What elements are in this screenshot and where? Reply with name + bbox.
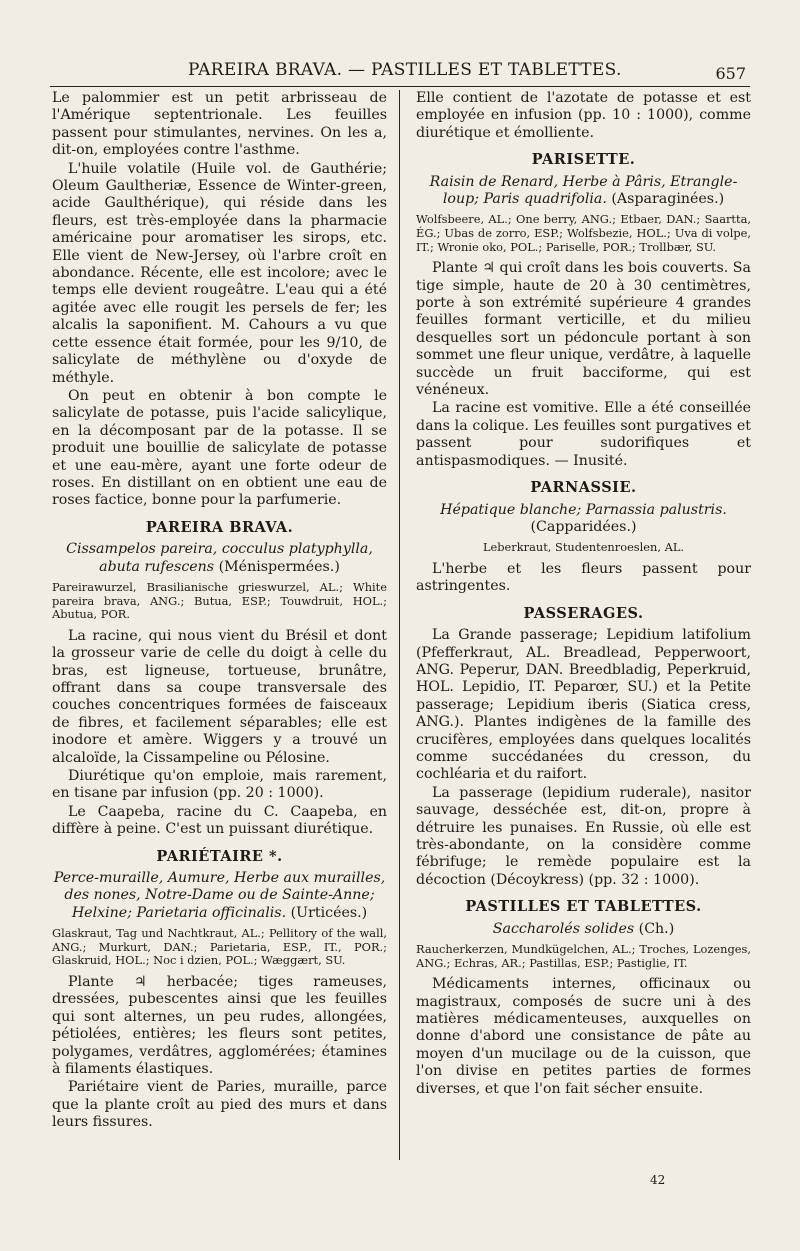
synonyms xyxy=(52,541,387,576)
foreign-names: Glaskraut, Tag und Nachtkraut, AL.; Pellitory of the wall, ANG.; Murkurt, DAN.; Parietaria, ESP., IT., POR.; Glaskruid, HOL.; Noc i dzien, POL.; Wæggært, SU. xyxy=(52,926,387,968)
body-paragraph: Pariétaire vient de Paries, muraille, parce que la plante croît au pied des murs et dans leurs fissures. xyxy=(52,1079,387,1131)
synonym-text: Perce-muraille, Aumure, Herbe aux murailles, des nones, Notre-Dame ou de Sainte-Anne; Helxine; Parietaria officinalis. xyxy=(53,870,386,921)
synonym-text: Saccharolés solides xyxy=(492,920,635,937)
family-label: (Ch.) xyxy=(638,920,675,937)
body-paragraph: Diurétique qu'on emploie, mais rarement, en tisane par infusion (pp. 20 : 1000). xyxy=(52,768,387,802)
synonym-text: Hépatique blanche; Parnassia palustris. xyxy=(440,501,727,518)
intro-paragraph: On peut en obtenir à bon compte le salicylate de potasse, puis l'acide salicylique, en la décomposant par de la potasse. Il se produit une bouillie de salicylate de potasse et une eau-mère, ayant une forte odeur de roses. En distillant on en obtient une eau de roses factice, bonne pour la parfumerie. xyxy=(52,387,387,509)
body-paragraph: Plante ♃ herbacée; tiges rameuses, dressées, pubescentes ainsi que les feuilles qui sont alternes, un peu rudes, allongées, pétiolées, entières; les fleurs sont petites, polygames, verdâtres, agglomérées; étamines à filaments élastiques. xyxy=(52,974,387,1078)
page-number: 657 xyxy=(715,64,746,83)
family-label: (Urticées.) xyxy=(290,904,368,921)
intro-paragraph: Le palommier est un petit arbrisseau de l'Amérique septentrionale. Les feuilles passent pour stimulantes, nervines. On les a, dit-on, employées contre l'asthme. xyxy=(52,90,387,159)
running-header xyxy=(50,58,750,87)
body-paragraph: Plante ♃ qui croît dans les bois couverts. Sa tige simple, haute de 20 à 30 centimètres, porte à son extrémité supérieure 4 grandes feuilles formant verticille, et du milieu desquelles sort un pédoncule portant à son sommet une fleur unique, verdâtre, à laquelle succède un fruit bacciforme, qui est vénéneux. xyxy=(416,260,751,399)
family-label: (Capparidées.) xyxy=(530,518,637,535)
synonym-text: Cissampelos pareira, cocculus platyphylla, abuta rufescens xyxy=(66,541,373,575)
section-heading-parisette: PARISETTE. xyxy=(531,151,636,169)
foreign-names: Raucherkerzen, Mundkügelchen, AL.; Troches, Lozenges, ANG.; Echras, AR.; Pastillas, ESP.; Pastiglie, IT. xyxy=(416,942,751,970)
synonyms xyxy=(416,502,751,537)
body-paragraph: La passerage (lepidium ruderale), nasitor sauvage, desséchée est, dit-on, propre à détruire les punaises. En Russie, où elle est très-abondante, on la considère comme fébrifuge; le remède populaire est la décoction (Décoykress) (pp. 32 : 1000). xyxy=(416,784,751,888)
synonym-text: Raisin de Renard, Herbe à Pâris, Etrangle-loup; Paris quadrifolia. xyxy=(429,173,738,208)
body-paragraph: Médicaments internes, officinaux ou magistraux, composés de sucre uni à des matières médicamenteuses, auxquelles on donne d'abord une consistance de pâte au moyen d'un mucilage ou de la cuisson, que l'on divise en petites parties de formes diverses, et que l'on fait sécher ensuite. xyxy=(416,976,751,1097)
body-paragraph: Le Caapeba, racine du C. Caapeba, en diffère à peine. C'est un puissant diurétique. xyxy=(52,803,387,838)
synonyms xyxy=(416,174,751,209)
section-heading-passerages: PASSERAGES. xyxy=(523,604,644,622)
intro-paragraph: L'huile volatile (Huile vol. de Gauthérie; Oleum Gaultheriæ, Essence de Winter-green, acide Gaulthérique), qui réside dans les fleurs, est très-employée dans la pharmacie américaine pour aromatiser les sirops, etc. Elle vient de New-Jersey, où l'arbre croît en abondance. Récente, elle est incolore; avec le temps elle devient rougeâtre. L'eau qui a été agitée avec elle rougit les persels de fer; les alcalis la saponifient. M. Cahours a vu que cette essence était formée, pour les 9/10, de salicylate de méthylène ou d'oxyde de méthyle. xyxy=(52,160,387,386)
right-column xyxy=(416,90,751,1098)
section-heading-parnassie: PARNASSIE. xyxy=(530,479,637,497)
synonyms xyxy=(416,921,751,938)
foreign-names: Wolfsbeere, AL.; One berry, ANG.; Etbaer, DAN.; Saartta, ÉG.; Ubas de zorro, ESP.; Wolfsbezie, HOL.; Uva di volpe, IT.; Wronie oko, POL.; Pariselle, POR.; Trollbær, SU. xyxy=(416,212,751,254)
foreign-names: Leberkraut, Studentenroeslen, AL. xyxy=(482,540,685,555)
family-label: (Ménispermées.) xyxy=(218,558,340,575)
foreign-names: Pareirawurzel, Brasilianische grieswurzel, AL.; White pareira brava, ANG.; Butua, ESP.; Touwdruit, HOL.; Abutua, POR. xyxy=(52,579,387,622)
section-heading-pareira: PAREIRA BRAVA. xyxy=(145,518,294,536)
body-paragraph: La Grande passerage; Lepidium latifolium (Pfefferkraut, AL. Breadlead, Pepperwoort, ANG. Peperur, DAN. Breedbladig, Peperkruid, HOL. Lepidio, IT. Peparœr, SU.) et la Petite passerage; Lepidium iberis (Siatica cress, ANG.). Plantes indigènes de la famille des crucifères, employées dans quelques localités comme succédanées du cresson, du cochléaria et du raifort. xyxy=(416,627,751,783)
body-paragraph: La racine est vomitive. Elle a été conseillée dans la colique. Les feuilles sont purgatives et passent pour sudorifiques et antispasmodiques. — Inusité. xyxy=(416,400,751,469)
left-column xyxy=(52,90,387,1132)
printer-signature: 42 xyxy=(650,1173,666,1187)
header-title: PAREIRA BRAVA. — PASTILLES ET TABLETTES. xyxy=(188,60,622,80)
section-heading-pastilles: PASTILLES ET TABLETTES. xyxy=(465,898,702,916)
column-divider xyxy=(399,90,400,1160)
section-heading-parietaire: PARIÉTAIRE *. xyxy=(156,847,283,865)
body-paragraph: La racine, qui nous vient du Brésil et dont la grosseur varie de celle du doigt à celle du bras, est ligneuse, tortueuse, brunâtre, offrant dans sa coupe transversale des couches concentriques formées de faisceaux de fibres, et facilement séparables; elle est inodore et amère. Wiggers y a trouvé un alcaloïde, la Cissampeline ou Pélosine. xyxy=(52,627,387,766)
body-paragraph: L'herbe et les fleurs passent pour astringentes. xyxy=(416,560,751,595)
intro-paragraph: Elle contient de l'azotate de potasse et est employée en infusion (pp. 10 : 1000), comme diurétique et émolliente. xyxy=(416,90,751,141)
synonyms xyxy=(52,870,387,922)
family-label: (Asparaginées.) xyxy=(611,191,725,208)
